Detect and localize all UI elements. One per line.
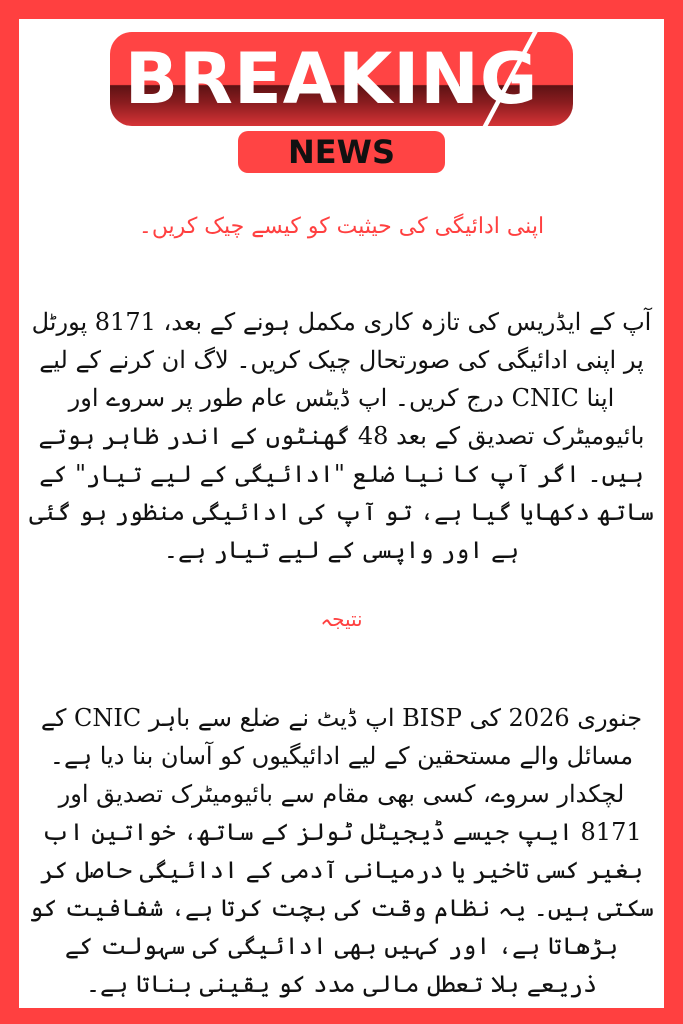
- article-paragraph-2: جنوری 2026 کی BISP اپ ڈیٹ نے ضلع سے باہر CNIC کے مسائل والے مستحقین کے لیے ادائیگیوں کو آسان بنا دیا ہے۔ لچکدار سروے، کسی بھی مقام سے بائیومیٹرک تصدیق اور 8171 ایپ جیسے ڈیجیٹل ٹولز کے ساتھ، خواتین اب بغیر کسی تاخیر یا درمیانی آدمی کے ادائیگی حاصل کر سکتی ہیں۔ یہ نظام وقت کی بچت کرتا ہے، شفافیت کو بڑھاتا ہے، اور کہیں بھی ادائیگی کی سہولت کے ذریعے بلا تعطل مالی مدد کو یقینی بناتا ہے۔: [29, 704, 654, 998]
- banner-title: BREAKING: [124, 38, 539, 120]
- page-frame: [19, 19, 664, 1008]
- breaking-banner: [110, 32, 573, 126]
- article-paragraph-1: آپ کے ایڈریس کی تازہ کاری مکمل ہونے کے بعد، 8171 پورٹل پر اپنی ادائیگی کی صورتحال چیک کریں۔ لاگ ان کرنے کے لیے اپنا CNIC درج کریں۔ اپ ڈیٹس عام طور پر سروے اور بائیومیٹرک تصدیق کے بعد 48 گھنٹوں کے اندر ظاہر ہوتے ہیں۔ اگر آپ کا نیا ضلع "ادائیگی کے لیے تیار" کے ساتھ دکھایا گیا ہے، تو آپ کی ادائیگی منظور ہو گئی ہے اور واپسی کے لیے تیار ہے۔: [29, 308, 654, 564]
- news-badge: NEWS: [238, 131, 445, 173]
- conclusion-heading: نتیجہ: [320, 607, 363, 631]
- article-heading: اپنی ادائیگی کی حیثیت کو کیسے چیک کریں۔: [138, 214, 545, 239]
